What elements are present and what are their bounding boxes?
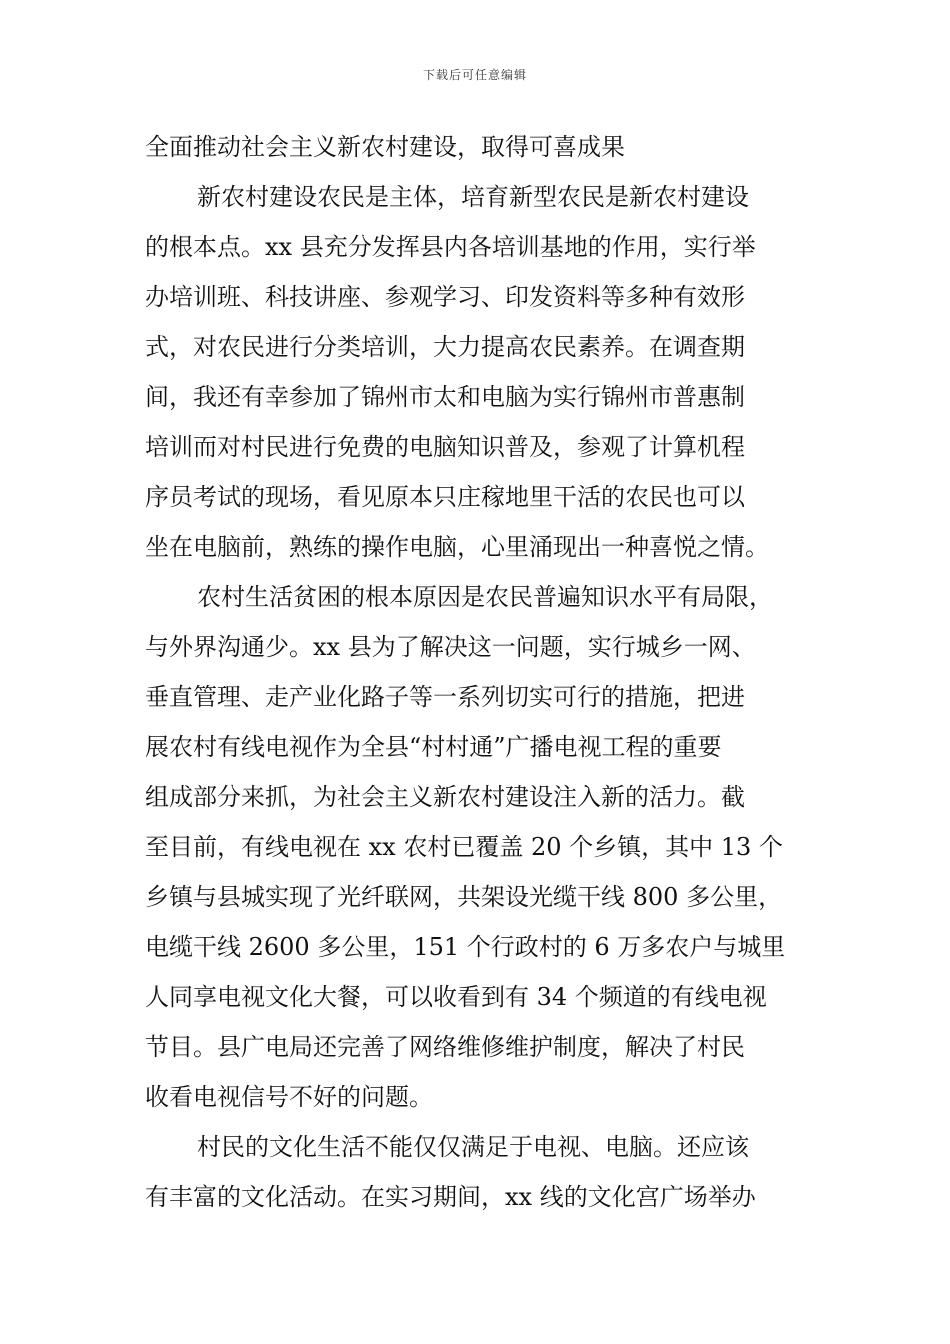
text-line: 的根本点。xx 县充分发挥县内各培训基地的作用，实行举 [145,233,756,261]
text-line: 式，对农民进行分类培训，大力提高农民素养。在调查期 [145,333,745,361]
text-line: 村民的文化生活不能仅仅满足于电视、电脑。还应该 [197,1133,749,1161]
text-line: 有丰富的文化活动。在实习期间，xx 线的文化宫广场举办 [145,1183,756,1211]
text-line: 间，我还有幸参加了锦州市太和电脑为实行锦州市普惠制 [145,383,745,411]
text-line: 农村生活贫困的根本原因是农民普遍知识水平有局限， [197,583,773,611]
text-line: 电缆干线 2600 多公里，151 个行政村的 6 万多农户与城里 [145,933,786,961]
document-body [145,122,807,1222]
text-line: 人同享电视文化大餐，可以收看到有 34 个频道的有线电视 [145,983,767,1011]
text-line: 组成部分来抓，为社会主义新农村建设注入新的活力。截 [145,783,745,811]
text-line: 办培训班、科技讲座、参观学习、印发资料等多种有效形 [145,283,745,311]
text-line: 展农村有线电视作为全县“村村通”广播电视工程的重要 [145,733,722,761]
text-line: 收看电视信号不好的问题。 [145,1083,433,1111]
text-line: 全面推动社会主义新农村建设，取得可喜成果 [145,133,625,161]
text-line: 与外界沟通少。xx 县为了解决这一问题，实行城乡一网、 [145,633,756,661]
text-line: 培训而对村民进行免费的电脑知识普及，参观了计算机程 [145,433,745,461]
text-line: 坐在电脑前，熟练的操作电脑，心里涌现出一种喜悦之情。 [145,533,769,561]
text-line: 节目。县广电局还完善了网络维修维护制度，解决了村民 [145,1033,745,1061]
text-line: 新农村建设农民是主体，培育新型农民是新农村建设 [197,183,749,211]
text-line: 序员考试的现场，看见原本只庄稼地里干活的农民也可以 [145,483,745,511]
page-header-note: 下载后可任意编辑 [422,68,527,82]
text-line: 乡镇与县城实现了光纤联网，共架设光缆干线 800 多公里， [145,883,783,911]
text-line: 至目前，有线电视在 xx 农村已覆盖 20 个乡镇，其中 13 个 [145,833,783,861]
text-line: 垂直管理、走产业化路子等一系列切实可行的措施，把进 [145,683,745,711]
